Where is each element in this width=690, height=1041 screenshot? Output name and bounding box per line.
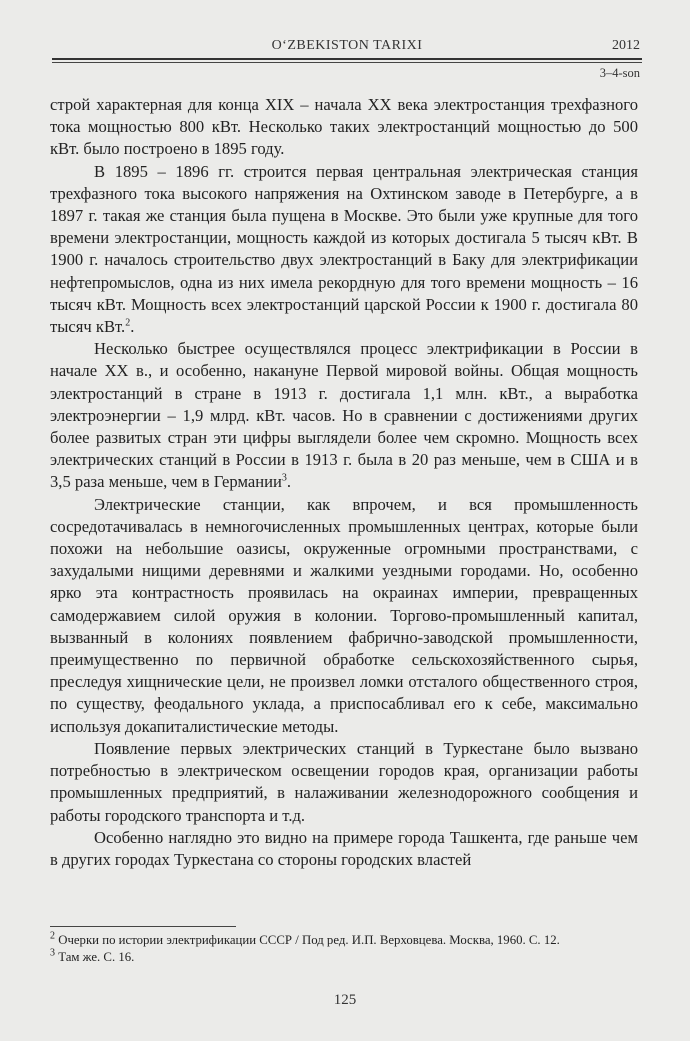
footnote-divider	[50, 926, 236, 927]
paragraph-2: В 1895 – 1896 гг. строится первая центральная электрическая станция трехфазного тока высокого напряжения на Охтинском заводе в Петербурге, а в 1897 г. такая же станция была пущена в Москве. Это были уже крупные для того времени электростанции, мощность каждой из которых достигала 5 тысяч кВт. В 1900 г. началось строительство двух электростанций в Баку для электрификации нефтепромыслов, одна из них имела рекордную для того времени мощность – 16 тысяч кВт. Мощность всех электростанций царской России к 1900 г. достигала 80 тысяч кВт.$^2$.	[50, 161, 638, 337]
paragraph-4	[50, 494, 638, 738]
paragraph-5	[50, 738, 638, 827]
paragraph-text: строй характерная для конца XIX – начала XX века электростанция трехфазного тока мощностью 800 кВт. Несколько таких электростанций мощностью до 500 кВт. было построено в 1895 году.	[50, 95, 638, 159]
issue-number: 3–4-son	[599, 66, 640, 80]
footnotes	[50, 932, 650, 966]
paragraph-1	[50, 94, 638, 161]
footnote-text: Очерки по истории электрификации СССР / Под ред. И.П. Верховцева. Москва, 1960. С. 12.	[58, 933, 560, 947]
paragraph-6	[50, 827, 638, 871]
footnote-3	[50, 949, 650, 966]
paragraph-text: Несколько быстрее осуществлялся процесс электрификации в России в начале XX в., и особенно, накануне Первой мировой войны. Общая мощность электростанций в стране в 1913 г. достигала 1,1 млн. кВт., а выработка электроэнергии – 1,9 млрд. кВт. часов. Но в сравнении с достижениями других более развитых стран эти цифры выглядели более чем скромно. Мощность всех электрических станций в России в 1913 г. была в 20 раз меньше, чем в США и в 3,5 раза меньше, чем в Германии	[50, 339, 638, 492]
header-rule-thin	[52, 62, 642, 63]
paragraph-3: Несколько быстрее осуществлялся процесс электрификации в России в начале XX в., и особенно, накануне Первой мировой войны. Общая мощность электростанций в стране в 1913 г. достигала 1,1 млн. кВт., а выработка электроэнергии – 1,9 млрд. кВт. часов. Но в сравнении с достижениями других более развитых стран эти цифры выглядели более чем скромно. Мощность всех электрических станций в России в 1913 г. была в 20 раз меньше, чем в США и в 3,5 раза меньше, чем в Германии$^3$.	[50, 339, 638, 492]
header-rule-thick	[52, 58, 642, 60]
footnote-number: 3	[50, 947, 55, 959]
footnote-number: 2	[50, 930, 55, 942]
footnote-ref: 3	[281, 472, 287, 484]
footnote-2	[50, 932, 650, 949]
footnote-text: Там же. С. 16.	[58, 950, 135, 964]
year: 2012	[612, 38, 640, 53]
running-header	[52, 36, 642, 66]
paragraph-text: В 1895 – 1896 гг. строится первая центральная электрическая станция трехфазного тока высокого напряжения на Охтинском заводе в Петербурге, а в 1897 г. такая же станция была пущена в Москве. Это были уже крупные для того времени электростанции, мощность каждой из которых достигала 5 тысяч кВт. В 1900 г. началось строительство двух электростанций в Баку для электрификации нефтепромыслов, одна из них имела рекордную для того времени мощность – 16 тысяч кВт. Мощность всех электростанций царской России к 1900 г. достигала 80 тысяч кВт.	[50, 161, 638, 337]
footnote-ref: 2	[125, 317, 131, 329]
body-text	[50, 94, 638, 871]
paragraph-text: Особенно наглядно это видно на примере города Ташкента, где раньше чем в других городах Туркестана со стороны городских властей	[50, 827, 638, 869]
page-number: 125	[333, 992, 357, 1008]
paragraph-text: Электрические станции, как впрочем, и вся промышленность сосредотачивалась в немногочисленных промышленных центрах, которые были похожи на небольшие оазисы, окруженные огромными пространствами, с захудалыми нищими деревнями и жалкими уездными городами. Но, особенно ярко эта контрастность проявилась на окраинах империи, превращенных самодержавием силой оружия в колонии. Торгово-промышленный капитал, вызванный в колониях появлением фабрично-заводской промышленности, преимущественно по первичной обработке сельскохозяйственного сырья, преследуя хищнические цели, не произвел ломки отсталого общественного строя, по существу, феодального уклада, а приспосабливал его к себе, максимально используя докапиталистические методы.	[50, 494, 638, 736]
paragraph-text: Появление первых электрических станций в Туркестане было вызвано потребностью в электрическом освещении городов края, организации работы промышленных предприятий, в налаживании железнодорожного сообщения и работы городского транспорта и т.д.	[50, 738, 638, 825]
journal-title: O‘ZBEKISTON TARIXI	[271, 38, 423, 53]
